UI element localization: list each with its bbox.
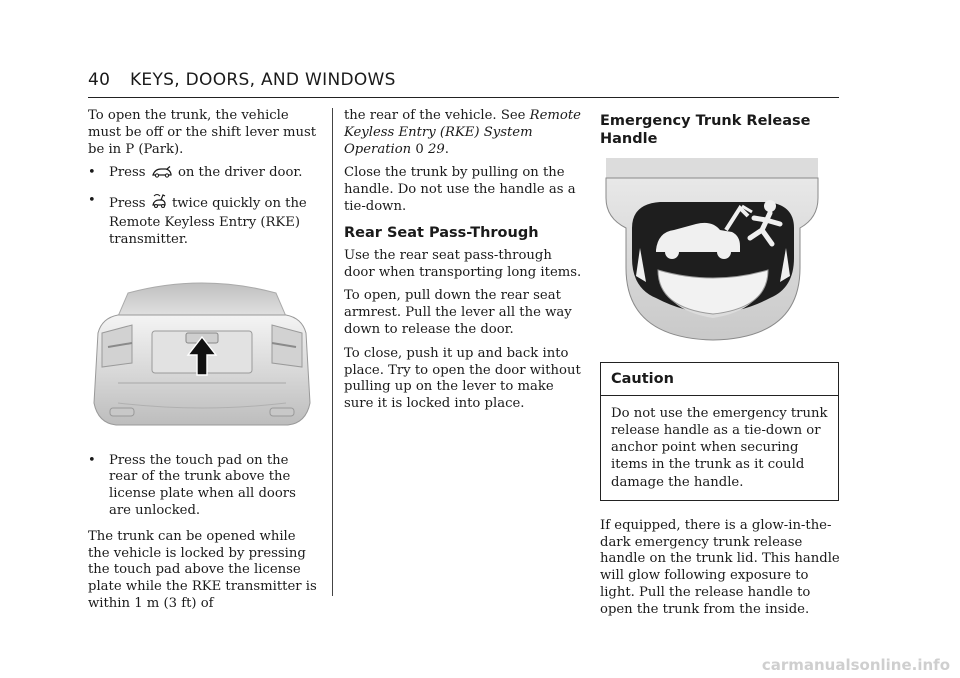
- bullet-dot: •: [88, 193, 96, 209]
- page-ref-arrow: 0: [415, 141, 424, 157]
- column-right: [600, 112, 840, 626]
- caution-body: Do not use the emergency trunk release handle as a tie-down or anchor point when securing items in the trunk as it could damage the handle.: [611, 405, 828, 490]
- bullet-dot: •: [88, 165, 96, 181]
- locked-open-paragraph: The trunk can be opened while the vehicle is locked by pressing the touch pad above the license plate while the RKE transmitter is within 1 m (3 ft) of: [88, 528, 317, 611]
- trunk-door-button-icon: [152, 166, 172, 184]
- rear-seat-heading: Rear Seat Pass-Through: [344, 224, 539, 241]
- page-ref-number[interactable]: 29: [427, 141, 445, 157]
- emergency-release-heading: Emergency Trunk Release Handle: [600, 113, 811, 147]
- header-rule: [88, 97, 839, 98]
- glow-handle-paragraph: If equipped, there is a glow-in-the-dark emergency trunk release handle on the trunk lid. This handle will glow following exposure to light. Pull the release handle to open the trunk from the inside.: [600, 517, 840, 617]
- section-title: KEYS, DOORS, AND WINDOWS: [129, 70, 396, 90]
- open-pass-through-paragraph: To open, pull down the rear seat armrest. Pull the lever all the way down to release the door.: [344, 288, 572, 337]
- caution-box: [600, 362, 839, 501]
- rke-reference-paragraph: the rear of the vehicle. See Remote Keyless Entry (RKE) System Operation 0 29.: [344, 108, 581, 157]
- column-middle: [344, 108, 584, 420]
- bullet-driver-door: • Press on the driver door.: [88, 165, 318, 184]
- bullet-dot: •: [88, 452, 96, 468]
- bullet-touch-pad: • Press the touch pad on the rear of the trunk above the license plate when all doors are unlocked.: [88, 452, 296, 518]
- close-trunk-paragraph: Close the trunk by pulling on the handle. Do not use the handle as a tie-down.: [344, 165, 576, 214]
- close-pass-through-paragraph: To close, push it up and back into place. Try to open the door without pulling up on the lever to make sure it is locked into place.: [344, 345, 581, 412]
- page-number: 40: [88, 70, 111, 90]
- column-left: [88, 108, 318, 620]
- caution-title: Caution: [601, 363, 838, 396]
- trunk-touch-pad-illustration: [88, 263, 316, 439]
- bullet-rke: • Press twice quickly on the Remote Keyless Entry (RKE) transmitter.: [88, 193, 307, 247]
- rke-trunk-icon: [152, 193, 166, 215]
- intro-paragraph: To open the trunk, the vehicle must be off or the shift lever must be in P (Park).: [88, 108, 317, 157]
- page-header: [88, 70, 396, 90]
- pass-through-paragraph: Use the rear seat pass-through door when transporting long items.: [344, 247, 582, 280]
- rke-link[interactable]: Remote Keyless Entry (RKE) System Operation: [344, 108, 581, 157]
- watermark: carmanualsonline.info: [761, 656, 950, 674]
- emergency-handle-illustration: [600, 158, 826, 348]
- column-divider: [332, 108, 333, 596]
